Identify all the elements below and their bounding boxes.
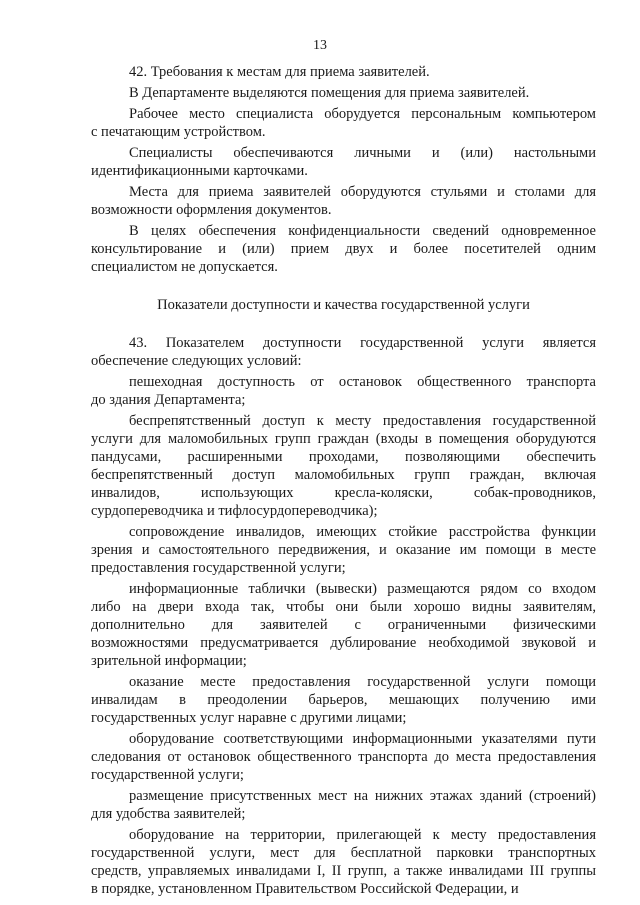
paragraph [91, 183, 596, 219]
text-line: предоставления государственной услуги; [91, 560, 346, 576]
paragraph [91, 412, 596, 520]
text-line: государственной услуги, мест для бесплатной парковки транспортных [91, 845, 596, 861]
paragraph [91, 105, 596, 141]
text-line: в порядке, установленном Правительством Российской Федерации, и [91, 881, 519, 897]
paragraph [91, 84, 596, 102]
page-number: 13 [313, 38, 327, 53]
text-line: с печатающим устройством. [91, 124, 266, 140]
text-line: для удобства заявителей; [91, 806, 246, 822]
text-line: государственной услуги; [91, 767, 244, 783]
text-line: пандусами, расширенными проходами, позволяющими обеспечить [91, 449, 596, 465]
paragraph [91, 334, 596, 370]
text-line: В целях обеспечения конфиденциальности сведений одновременное [129, 223, 596, 239]
text-line: размещение присутственных мест на нижних этажах зданий (строений) [129, 788, 596, 804]
text-line: Места для приема заявителей оборудуются стульями и столами для [129, 184, 596, 200]
paragraph [91, 373, 596, 409]
text-line: беспрепятственный доступ маломобильных групп граждан, включая [91, 467, 596, 483]
text-line: специалистом не допускается. [91, 259, 278, 275]
text-line: 43. Показателем доступности государственной услуги является [129, 335, 596, 351]
text-line: услуги для маломобильных групп граждан (входы в помещения оборудуются [91, 431, 596, 447]
section-heading: Показатели доступности и качества государственной услуги [157, 297, 530, 313]
text-line: зрительной информации; [91, 653, 247, 669]
paragraph [91, 580, 596, 670]
text-line: идентификационными карточками. [91, 163, 308, 179]
section-43 [91, 334, 596, 898]
text-line: дополнительно для заявителей с ограниченными физическими [91, 617, 596, 633]
text-line: консультирование и (или) прием двух и более посетителей одним [91, 241, 596, 257]
section-42 [91, 63, 596, 276]
text-line: сопровождение инвалидов, имеющих стойкие расстройства функции [129, 524, 596, 540]
text-line: беспрепятственный доступ к месту предоставления государственной [129, 413, 596, 429]
text-line: инвалидам в преодолении барьеров, мешающих получению ими [91, 692, 596, 708]
text-line: Рабочее место специалиста оборудуется персональным компьютером [129, 106, 596, 122]
paragraph [91, 787, 596, 823]
text-line: пешеходная доступность от остановок общественного транспорта [129, 374, 596, 390]
paragraph [91, 144, 596, 180]
document-body [91, 63, 596, 898]
paragraph [91, 63, 596, 81]
text-line: до здания Департамента; [91, 392, 246, 408]
paragraph [91, 523, 596, 577]
text-line: возможностями предусматривается дублирование необходимой звуковой и [91, 635, 596, 651]
text-line: либо на двери входа так, чтобы они были хорошо видны заявителям, [91, 599, 596, 615]
text-line: зрения и самостоятельного передвижения, и оказание им помощи в месте [91, 542, 596, 558]
paragraph [91, 730, 596, 784]
text-line: оборудование на территории, прилегающей к месту предоставления [129, 827, 596, 843]
text-line: оборудование соответствующими информационными указателями пути [129, 731, 596, 747]
text-line: информационные таблички (вывески) размещаются рядом со входом [129, 581, 596, 597]
text-line: обеспечение следующих условий: [91, 353, 302, 369]
text-line: сурдопереводчика и тифлосурдопереводчика); [91, 503, 378, 519]
text-line: государственных услуг наравне с другими лицами; [91, 710, 407, 726]
paragraph [91, 673, 596, 727]
text-line: инвалидов, использующих кресла-коляски, собак-проводников, [91, 485, 596, 501]
text-line: 42. Требования к местам для приема заявителей. [129, 64, 430, 80]
text-line: В Департаменте выделяются помещения для приема заявителей. [129, 85, 530, 101]
text-line: оказание месте предоставления государственной услуги помощи [129, 674, 596, 690]
text-line: Специалисты обеспечиваются личными и (или) настольными [129, 145, 596, 161]
text-line: следования от остановок общественного транспорта до места предоставления [91, 749, 596, 765]
text-line: возможности оформления документов. [91, 202, 332, 218]
paragraph [91, 826, 596, 898]
paragraph [91, 222, 596, 276]
text-line: средств, управляемых инвалидами I, II групп, а также инвалидами III группы [91, 863, 596, 879]
